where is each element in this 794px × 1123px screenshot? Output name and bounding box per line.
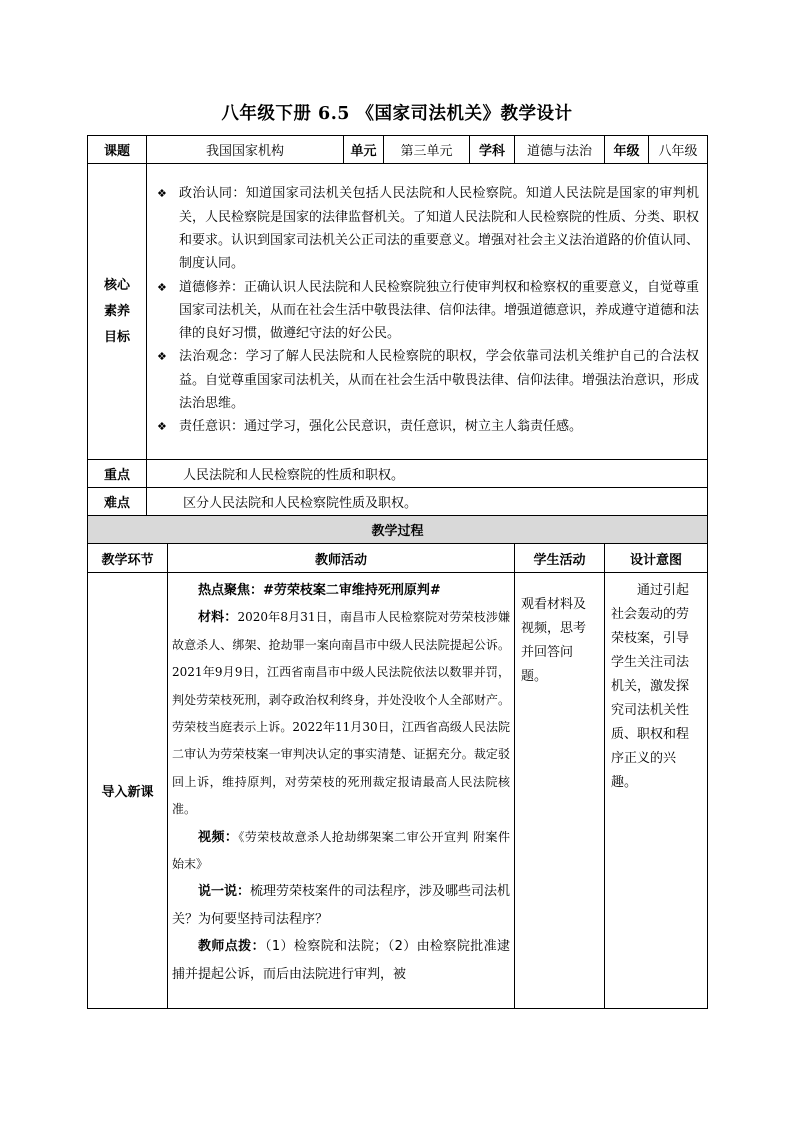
goal-text: 法治观念：学习了解人民法院和人民检察院的职权，学会依靠司法机关维护自己的合法权益。自觉尊重国家司法机关，从而在社会生活中敬畏法律、信仰法律。增强法治意识，形成法治思维。 (179, 349, 700, 412)
intent-text: 通过引起社会轰动的劳荣枝案，引导学生关注司法机关，激发探究司法机关性质、职权和程序正义的兴趣。 (611, 583, 690, 790)
diamond-bullet-icon: ❖ (157, 187, 167, 201)
hot-topic (172, 577, 510, 604)
goal-item (155, 415, 699, 438)
topic-label: 课题 (88, 136, 147, 164)
lesson-plan-table (87, 135, 708, 1009)
goal-text: 道德修养：正确认识人民法院和人民检察院独立行使审判权和检察权的重要意义，自觉尊重国家司法机关，从而在社会生活中敬畏法律、信仰法律。增强道德意识，养成遵守道德和法律的良好习惯，做遵纪守法的好公民。 (179, 279, 700, 342)
goals-label (88, 164, 147, 460)
goals-label-line: 目标 (103, 329, 130, 345)
goal-item (155, 276, 699, 346)
goal-text: 政治认同：知道国家司法机关包括人民法院和人民检察院。知道人民法院是国家的审判机关，人民检察院是国家的法律监督机关。了知道人民法院和人民检察院的性质、分类、职权和要求。认识到国家司法机关公正司法的重要意义。增强对社会主义法治道路的价值认同、制度认同。 (179, 186, 700, 272)
hot-title: #劳荣枝案二审维持死刑原判# (263, 583, 441, 598)
column-intent: 设计意图 (605, 544, 708, 573)
diamond-bullet-icon: ❖ (157, 350, 167, 364)
grade-value: 八年级 (649, 136, 708, 164)
unit-value: 第三单元 (384, 136, 470, 164)
subject-label: 学科 (470, 136, 515, 164)
tip (172, 933, 510, 988)
hot-label: 热点聚焦： (198, 583, 264, 598)
goals-label-line: 核心 (103, 277, 130, 293)
design-intent (605, 573, 708, 1009)
material-label: 材料： (198, 610, 238, 626)
unit-label: 单元 (344, 136, 384, 164)
goals-cell (147, 164, 708, 460)
topic-value: 我国国家机构 (147, 136, 344, 164)
material (172, 604, 510, 823)
info-row (88, 136, 708, 164)
column-teacher: 教师活动 (168, 544, 515, 573)
goal-item (155, 182, 699, 275)
process-header-row (88, 516, 708, 544)
say-label: 说一说： (198, 884, 251, 900)
say (172, 878, 510, 933)
document-title: 八年级下册 6.5 《国家司法机关》教学设计 (221, 104, 573, 124)
student-text: 观看材料及视频，思考并回答问题。 (521, 597, 587, 684)
key-label: 重点 (88, 460, 147, 488)
diamond-bullet-icon: ❖ (157, 280, 167, 294)
tip-label: 教师点拨： (198, 939, 265, 955)
column-student: 学生活动 (515, 544, 605, 573)
key-row (88, 460, 708, 488)
stage-label: 导入新课 (88, 573, 168, 1009)
diamond-bullet-icon: ❖ (157, 420, 167, 434)
difficulty-value: 区分人民法院和人民检察院性质及职权。 (147, 488, 708, 516)
column-stage: 教学环节 (88, 544, 168, 573)
subject-value: 道德与法治 (515, 136, 605, 164)
tip-text: （1）检察院和法院；（2）由检察院批准逮捕并提起公诉，而后由法院进行审判，被 (172, 939, 511, 982)
student-activity (515, 573, 605, 1009)
goals-row (88, 164, 708, 460)
columns-row (88, 544, 708, 573)
video (172, 824, 510, 879)
goal-text: 责任意识：通过学习，强化公民意识，责任意识，树立主人翁责任感。 (179, 419, 583, 435)
key-value: 人民法院和人民检察院的性质和职权。 (147, 460, 708, 488)
teacher-activity (168, 573, 515, 1009)
difficulty-label: 难点 (88, 488, 147, 516)
material-text: 2020年8月31日，南昌市人民检察院对劳荣枝涉嫌故意杀人、绑架、抢劫罪一案向南昌市中级人民法院提起公诉。2021年9月9日，江西省南昌市中级人民法院依法以数罪并罚，判处劳荣枝死刑，剥夺政治权利终身，并处没收个人全部财产。劳荣枝当庭表示上诉。2022年11月30日，江西省高级人民法院二审认为劳荣枝案一审判决认定的事实清楚、证据充分。裁定驳回上诉，维持原判，对劳荣枝的死刑裁定报请最高人民法院核准。 (172, 610, 511, 817)
video-text: 《劳荣枝故意杀人抢劫绑架案二审公开宣判 附案件始末》 (172, 829, 510, 872)
difficulty-row (88, 488, 708, 516)
goal-item (155, 345, 699, 415)
process-header: 教学过程 (88, 516, 708, 544)
video-label: 视频： (198, 829, 239, 845)
lesson-row (88, 573, 708, 1009)
grade-label: 年级 (605, 136, 649, 164)
goals-label-line: 素养 (103, 303, 130, 319)
say-text: 梳理劳荣枝案件的司法程序，涉及哪些司法机关？为何要坚持司法程序？ (172, 884, 511, 927)
